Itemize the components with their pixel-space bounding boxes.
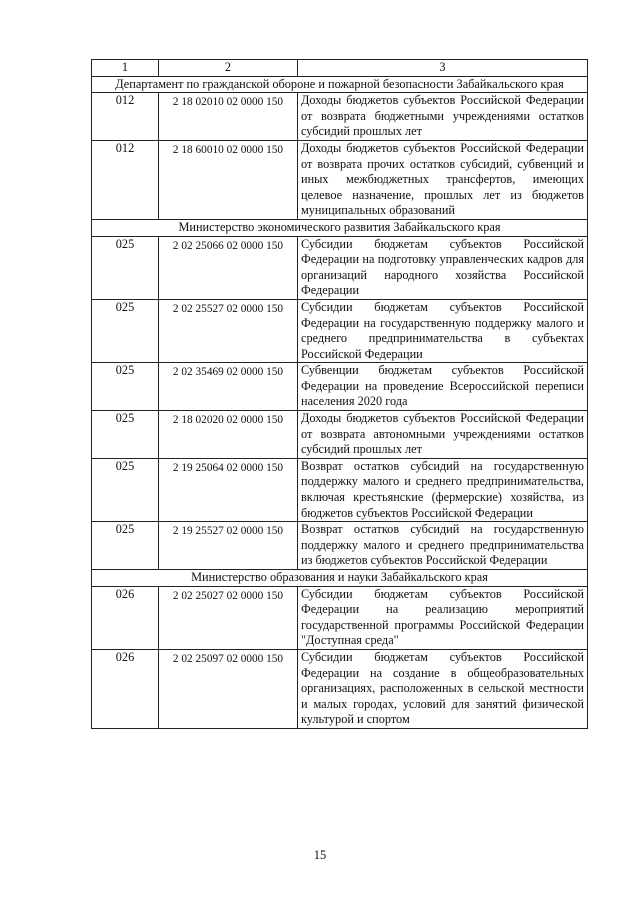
section-header-row — [92, 76, 588, 93]
table-header-row — [92, 60, 588, 77]
table-row — [92, 458, 588, 521]
table-row — [92, 411, 588, 459]
admin-code-cell: 025 — [92, 522, 159, 570]
admin-code-cell: 025 — [92, 458, 159, 521]
table-row — [92, 522, 588, 570]
income-name-cell: Доходы бюджетов субъектов Российской Федерации от возврата автономными учреждениями остатков субсидий прошлых лет — [298, 411, 588, 459]
admin-code-cell: 012 — [92, 140, 159, 219]
income-name-cell: Субсидии бюджетам субъектов Российской Федерации на реализацию мероприятий государственной программы Российской Федерации "Доступная среда" — [298, 586, 588, 649]
column-header-1: 1 — [92, 60, 159, 77]
table-row — [92, 236, 588, 299]
budget-code-cell: 2 19 25064 02 0000 150 — [159, 458, 298, 521]
column-header-2: 2 — [159, 60, 298, 77]
budget-code-cell: 2 02 25527 02 0000 150 — [159, 299, 298, 362]
section-header-row — [92, 219, 588, 236]
income-name-cell: Возврат остатков субсидий на государственную поддержку малого и среднего предпринимательства, включая крестьянские (фермерские) хозяйства, из бюджетов субъектов Российской Федерации — [298, 458, 588, 521]
section-title: Министерство экономического развития Забайкальского края — [92, 219, 588, 236]
budget-table — [91, 59, 588, 729]
income-name-cell: Доходы бюджетов субъектов Российской Федерации от возврата прочих остатков субсидий, субвенций и иных межбюджетных трансфертов, имеющих целевое назначение, прошлых лет из бюджетов муниципальных образований — [298, 140, 588, 219]
income-name-cell: Доходы бюджетов субъектов Российской Федерации от возврата бюджетными учреждениями остатков субсидий прошлых лет — [298, 93, 588, 141]
income-name-cell: Возврат остатков субсидий на государственную поддержку малого и среднего предпринимательства из бюджетов субъектов Российской Федерации — [298, 522, 588, 570]
budget-code-cell: 2 19 25527 02 0000 150 — [159, 522, 298, 570]
budget-code-cell: 2 02 35469 02 0000 150 — [159, 363, 298, 411]
budget-code-cell: 2 02 25066 02 0000 150 — [159, 236, 298, 299]
section-title: Министерство образования и науки Забайкальского края — [92, 570, 588, 587]
income-name-cell: Субсидии бюджетам субъектов Российской Федерации на создание в общеобразовательных организациях, расположенных в сельской местности и малых городах, условий для занятий физической культурой и спортом — [298, 649, 588, 728]
table-row — [92, 586, 588, 649]
income-name-cell: Субвенции бюджетам субъектов Российской Федерации на проведение Всероссийской переписи населения 2020 года — [298, 363, 588, 411]
income-name-cell: Субсидии бюджетам субъектов Российской Федерации на государственную поддержку малого и среднего предпринимательства в субъектах Российской Федерации — [298, 299, 588, 362]
admin-code-cell: 012 — [92, 93, 159, 141]
section-header-row — [92, 570, 588, 587]
income-name-cell: Субсидии бюджетам субъектов Российской Федерации на подготовку управленческих кадров для организаций народного хозяйства Российской Федерации — [298, 236, 588, 299]
admin-code-cell: 025 — [92, 363, 159, 411]
budget-code-cell: 2 18 02010 02 0000 150 — [159, 93, 298, 141]
table-row — [92, 363, 588, 411]
budget-code-cell: 2 02 25027 02 0000 150 — [159, 586, 298, 649]
admin-code-cell: 026 — [92, 586, 159, 649]
admin-code-cell: 025 — [92, 299, 159, 362]
admin-code-cell: 025 — [92, 411, 159, 459]
admin-code-cell: 025 — [92, 236, 159, 299]
budget-code-cell: 2 18 60010 02 0000 150 — [159, 140, 298, 219]
section-title: Департамент по гражданской обороне и пожарной безопасности Забайкальского края — [92, 76, 588, 93]
column-header-3: 3 — [298, 60, 588, 77]
table-row — [92, 299, 588, 362]
table-row — [92, 649, 588, 728]
budget-code-cell: 2 18 02020 02 0000 150 — [159, 411, 298, 459]
table-body — [92, 76, 588, 728]
admin-code-cell: 026 — [92, 649, 159, 728]
table-row — [92, 93, 588, 141]
budget-code-cell: 2 02 25097 02 0000 150 — [159, 649, 298, 728]
table-row — [92, 140, 588, 219]
page-number: 15 — [313, 848, 327, 862]
